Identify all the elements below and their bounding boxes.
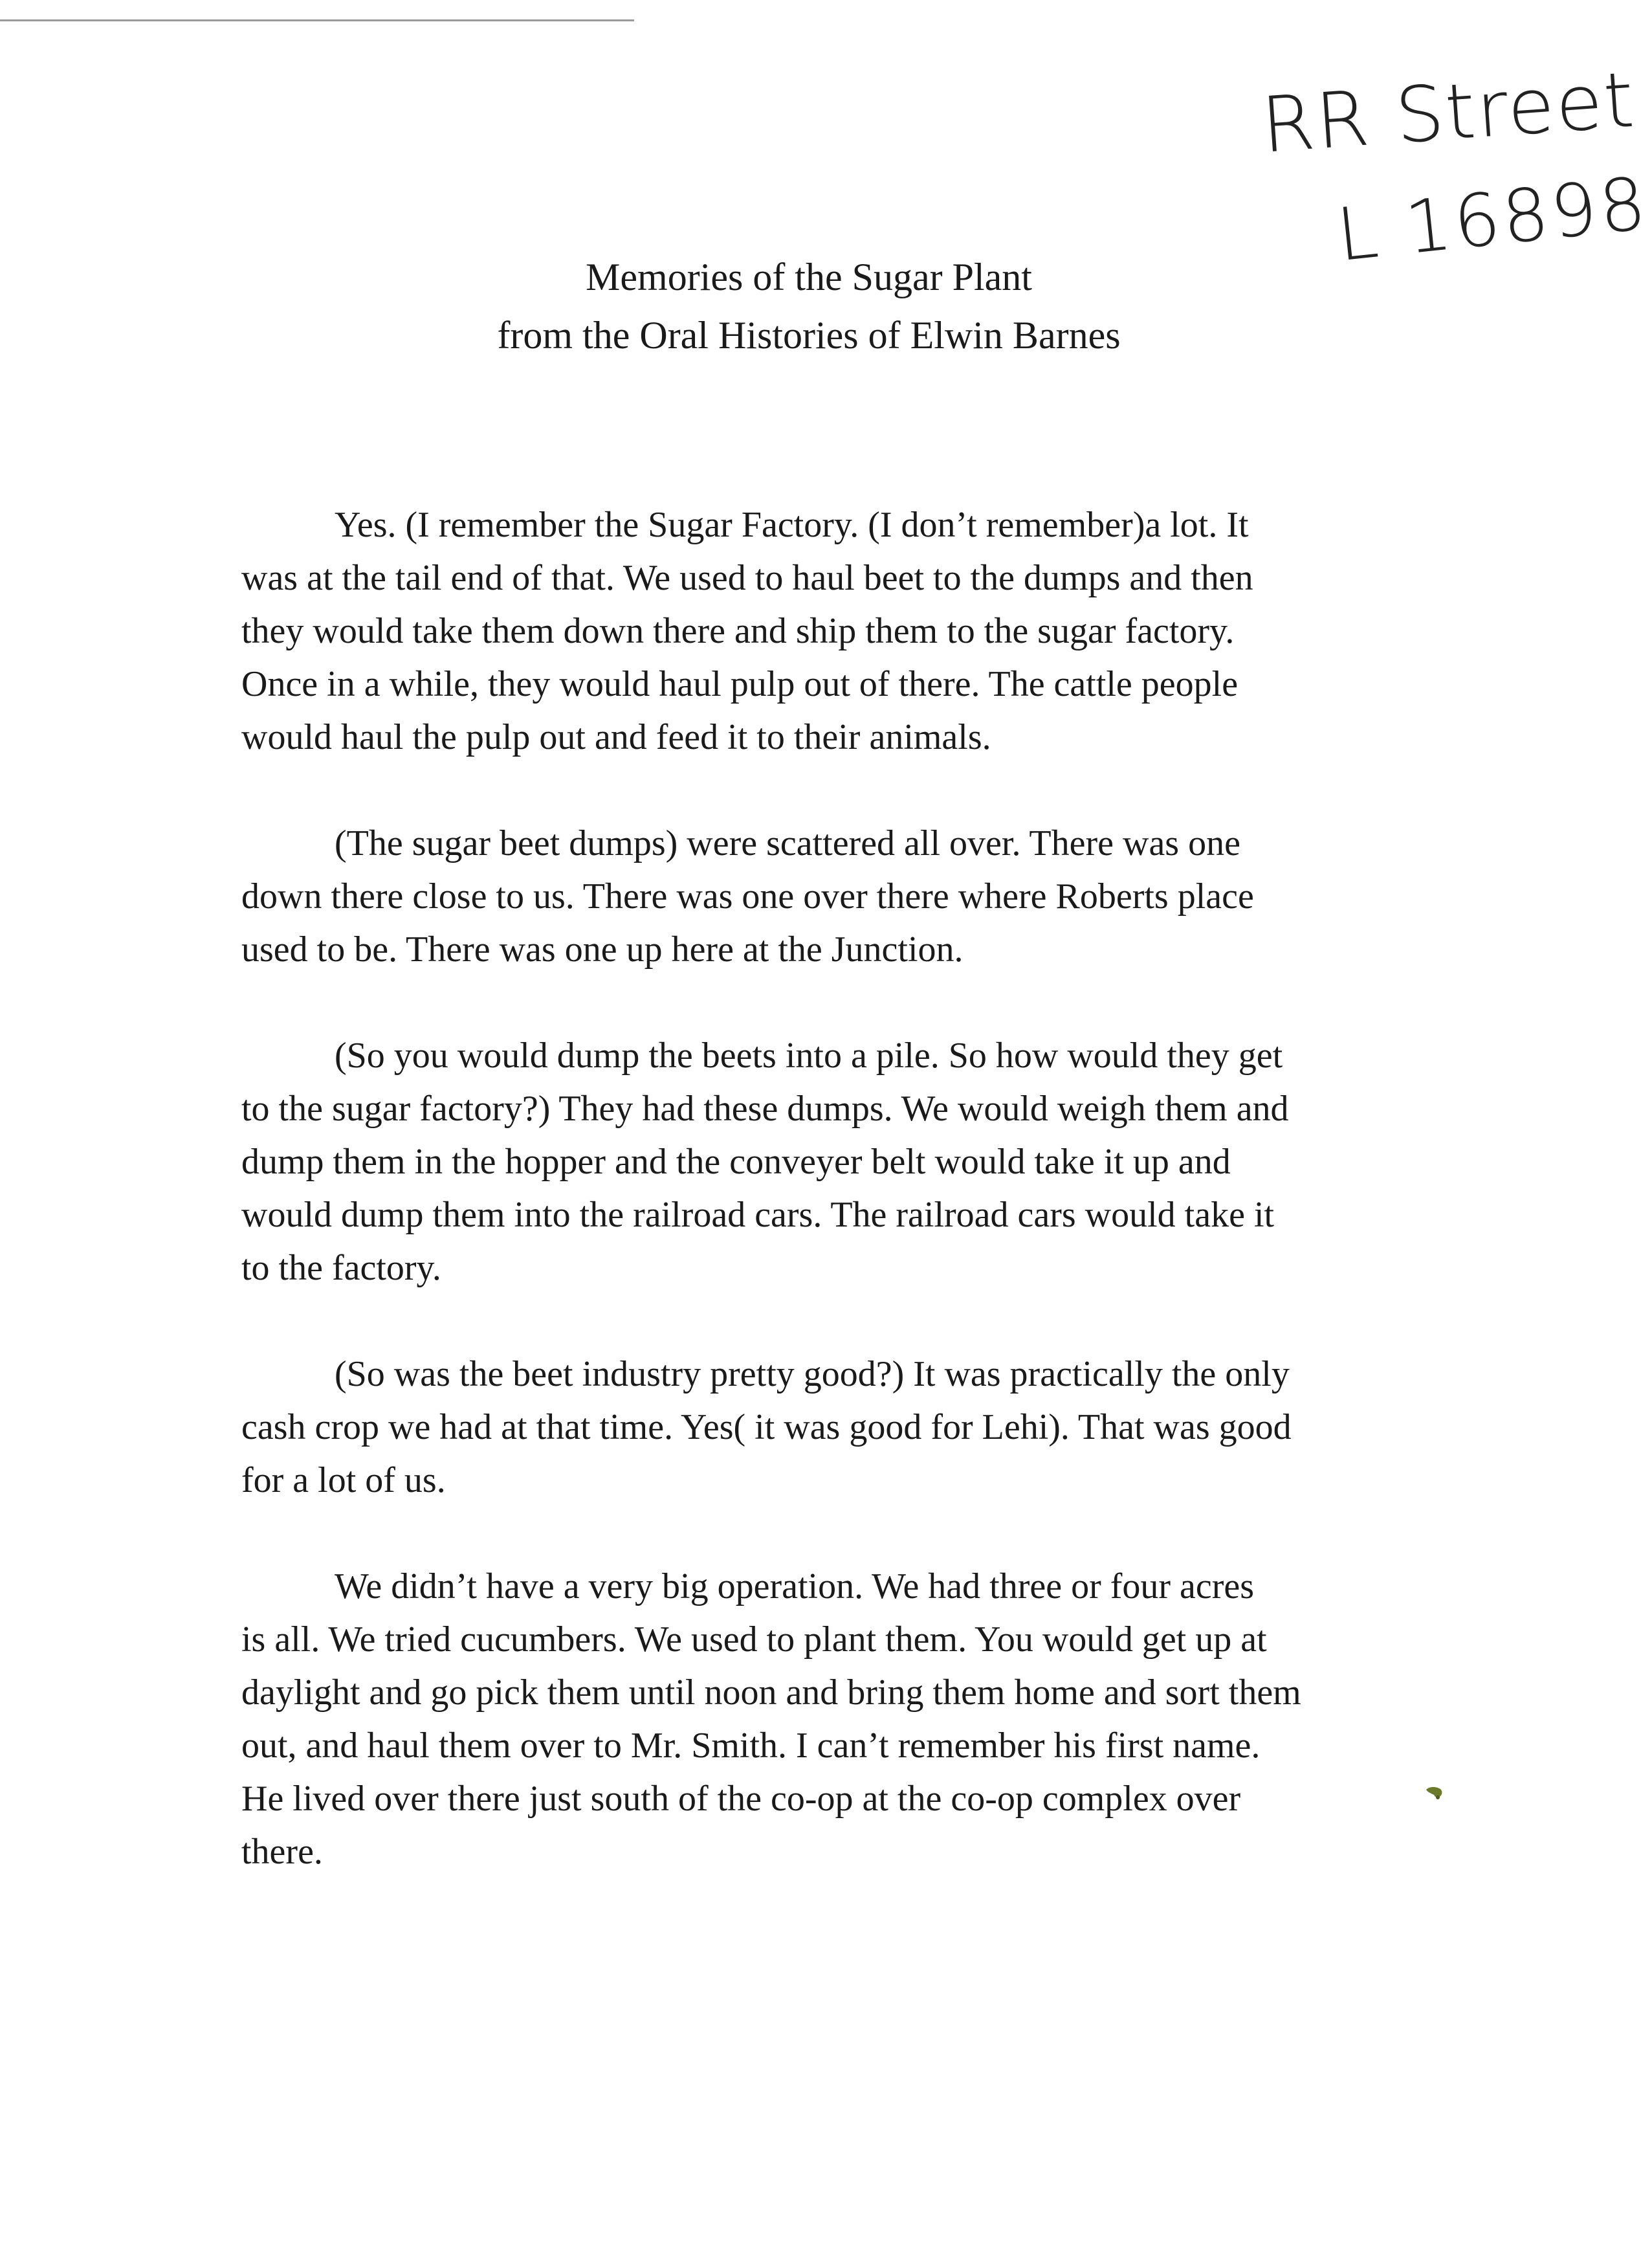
text-line: He lived over there just south of the co-op at the co-op complex over: [241, 1779, 1241, 1819]
text-line: Yes. (I remember the Sugar Factory. (I don’t remember)a lot. It: [335, 505, 1249, 545]
text-line: is all. We tried cucumbers. We used to plant them. You would get up at: [241, 1619, 1267, 1660]
title-line-1: Memories of the Sugar Plant: [586, 256, 1032, 298]
handwritten-street-note: RR Street: [1259, 54, 1638, 170]
paragraph-1: [241, 498, 1438, 764]
title-line-2: from the Oral Histories of Elwin Barnes: [497, 314, 1121, 357]
ink-blot-mark: [1425, 1784, 1444, 1800]
text-line: down there close to us. There was one over there where Roberts place: [241, 876, 1254, 916]
text-line: to the sugar factory?) They had these dumps. We would weigh them and: [241, 1089, 1289, 1129]
document-title: [0, 248, 1618, 364]
text-line: they would take them down there and ship them to the sugar factory.: [241, 611, 1235, 651]
text-line: (So you would dump the beets into a pile. So how would they get: [335, 1036, 1283, 1076]
text-line: would dump them into the railroad cars. The railroad cars would take it: [241, 1195, 1275, 1235]
text-line: Once in a while, they would haul pulp out of there. The cattle people: [241, 664, 1239, 704]
text-line: to the factory.: [241, 1248, 441, 1288]
text-line: (So was the beet industry pretty good?) It was practically the only: [335, 1354, 1290, 1394]
paragraph-4: [241, 1348, 1438, 1507]
text-line: there.: [241, 1832, 323, 1872]
text-line: would haul the pulp out and feed it to their animals.: [241, 717, 991, 757]
paragraph-3: [241, 1029, 1438, 1294]
text-line: dump them in the hopper and the conveyer belt would take it up and: [241, 1142, 1231, 1182]
scan-edge-line: [0, 19, 634, 21]
paragraph-5: [241, 1560, 1438, 1878]
document-body: [241, 498, 1438, 1931]
text-line: We didn’t have a very big operation. We had three or four acres: [335, 1566, 1255, 1606]
text-line: used to be. There was one up here at the Junction.: [241, 929, 964, 970]
text-line: for a lot of us.: [241, 1460, 446, 1500]
handwritten-catalog-number: L 16898: [1333, 161, 1652, 278]
text-line: was at the tail end of that. We used to haul beet to the dumps and then: [241, 558, 1253, 598]
text-line: out, and haul them over to Mr. Smith. I can’t remember his first name.: [241, 1726, 1261, 1766]
text-line: cash crop we had at that time. Yes( it was good for Lehi). That was good: [241, 1407, 1292, 1447]
paragraph-2: [241, 817, 1438, 976]
text-line: (The sugar beet dumps) were scattered all over. There was one: [335, 823, 1240, 863]
text-line: daylight and go pick them until noon and bring them home and sort them: [241, 1672, 1301, 1713]
